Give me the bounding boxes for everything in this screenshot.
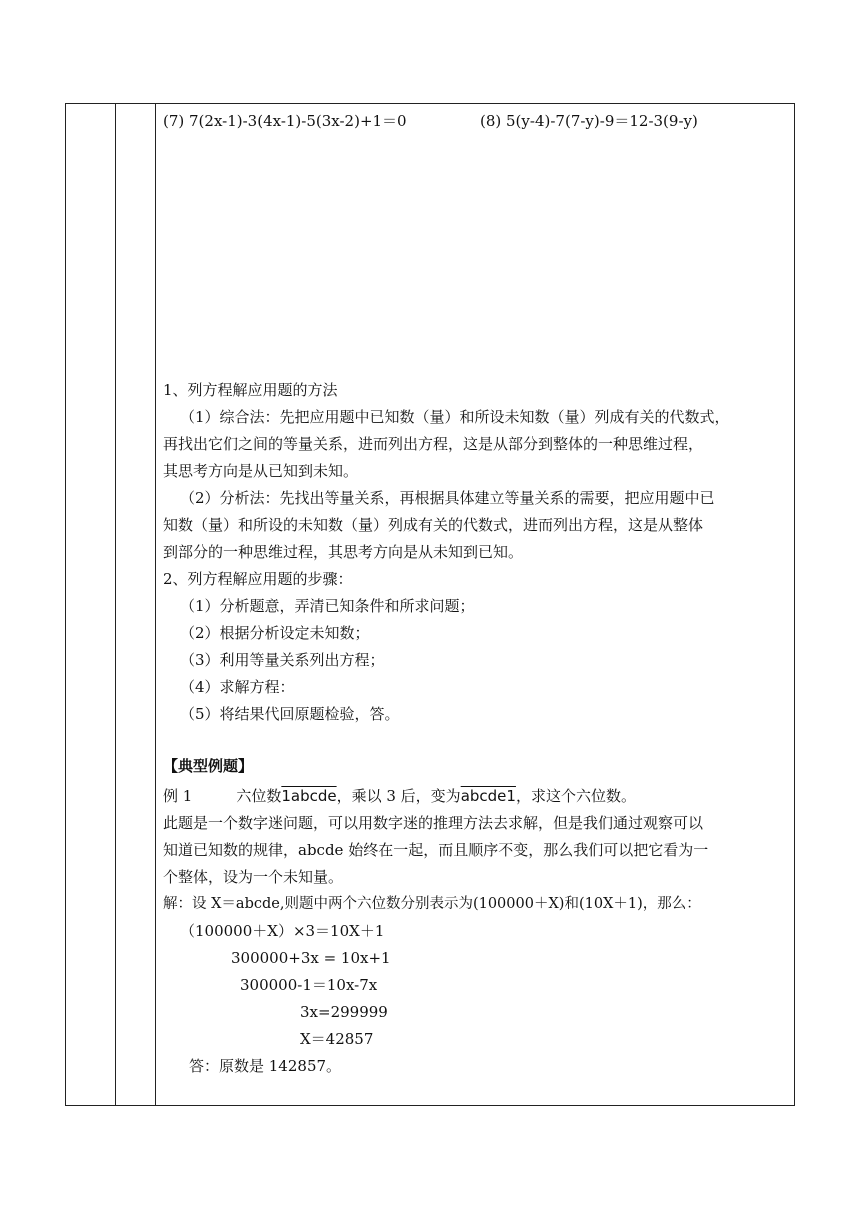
equation-line: 3x=299999: [300, 1003, 388, 1021]
method-analysis-line: 到部分的一种思维过程，其思考方向是从未知到已知。: [163, 543, 524, 561]
step-item: （3）利用等量关系列出方程；: [180, 651, 385, 669]
example-label: 例 1: [163, 787, 193, 805]
example-section-title: 【典型例题】: [163, 757, 254, 775]
explanation-line: 个整体，设为一个未知量。: [163, 868, 344, 886]
answer: 答：原数是 142857。: [189, 1057, 342, 1075]
table-column-divider: [155, 103, 156, 1106]
example-text: 六位数: [236, 787, 282, 805]
example-text: ，乘以 3 后，变为: [336, 787, 461, 805]
method-synthesis-line: 再找出它们之间的等量关系，进而列出方程，这是从部分到整体的一种思维过程，: [163, 435, 704, 453]
solution-intro: 解：设 X＝abcde,则题中两个六位数分别表示为(100000＋X)和(10X＋1)，那么：: [163, 896, 701, 912]
method-analysis-line: （2）分析法：先找出等量关系，再根据具体建立等量关系的需要，把应用题中已: [180, 489, 715, 507]
problem-7: (7) 7(2x-1)-3(4x-1)-5(3x-2)+1＝0: [163, 112, 407, 130]
steps-heading: 2、列方程解应用题的步骤：: [163, 570, 353, 588]
equation-line: X＝42857: [300, 1030, 374, 1048]
method-synthesis-line: 其思考方向是从已知到未知。: [163, 462, 359, 480]
method-synthesis-line: （1）综合法：先把应用题中已知数（量）和所设未知数（量）列成有关的代数式，: [180, 408, 730, 426]
equation-line: （100000＋X）×3＝10X＋1: [180, 922, 385, 940]
six-digit-number-original: 1abcde: [281, 787, 337, 805]
problem-8: (8) 5(y-4)-7(7-y)-9＝12-3(9-y): [480, 112, 698, 130]
method-analysis-line: 知数（量）和所设的未知数（量）列成有关的代数式，进而列出方程，这是从整体: [163, 516, 704, 534]
explanation-line: 知道已知数的规律，abcde 始终在一起，而且顺序不变，那么我们可以把它看为一: [163, 841, 709, 859]
step-item: （4）求解方程：: [180, 678, 295, 696]
six-digit-number-result: abcde1: [460, 787, 516, 805]
equation-line: 300000+3x = 10x+1: [231, 949, 391, 967]
example-text: ，求这个六位数。: [515, 787, 636, 805]
step-item: （2）根据分析设定未知数；: [180, 624, 370, 642]
example-1-statement: [163, 786, 636, 806]
explanation-line: 此题是一个数字迷问题，可以用数字迷的推理方法去求解，但是我们通过观察可以: [163, 814, 704, 832]
equation-line: 300000-1＝10x-7x: [240, 976, 378, 994]
method-heading: 1、列方程解应用题的方法: [163, 381, 338, 399]
step-item: （5）将结果代回原题检验，答。: [180, 705, 400, 723]
table-column-divider: [115, 103, 116, 1106]
step-item: （1）分析题意，弄清已知条件和所求问题；: [180, 597, 475, 615]
